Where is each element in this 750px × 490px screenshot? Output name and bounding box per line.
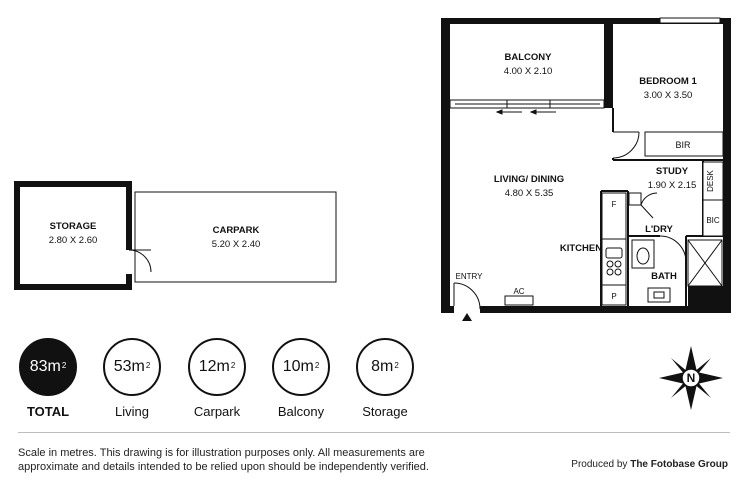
footer-divider — [18, 432, 730, 433]
area-stat-carpark — [182, 338, 252, 419]
disclaimer-text: Scale in metres. This drawing is for illustration purposes only. All measurements are approximate and details intended to be relied upon should be independently verified. — [18, 447, 429, 473]
ac-unit — [505, 296, 533, 305]
area-stat-storage — [350, 338, 420, 419]
credit-company: The Fotobase Group — [630, 459, 728, 470]
area-label: TOTAL — [26, 404, 70, 419]
bedroom-name: BEDROOM 1 — [639, 76, 697, 87]
bath-fixtures — [632, 236, 686, 302]
entry-door — [454, 283, 480, 309]
carpark-name: CARPARK — [212, 225, 260, 236]
compass-letter: N — [686, 371, 696, 385]
area-label: Storage — [362, 404, 408, 419]
bath-name: BATH — [651, 271, 677, 282]
bic-label: BIC — [706, 216, 720, 225]
carpark-outline — [135, 192, 336, 282]
area-value: 83m — [29, 358, 61, 375]
area-label: Carpark — [193, 404, 241, 419]
area-label: Living — [115, 404, 149, 419]
area-unit-sup: 2 — [394, 360, 399, 370]
balcony-sliding-door — [450, 100, 604, 108]
kitchen-cabinets — [602, 193, 626, 305]
kitchen-name: KITCHEN — [559, 243, 603, 254]
carpark-dims: 5.20 X 2.40 — [211, 239, 261, 250]
balcony-dims: 4.00 X 2.10 — [503, 66, 553, 77]
area-value: 10m — [282, 358, 314, 375]
balcony-name: BALCONY — [504, 52, 552, 63]
bedroom-door — [613, 132, 639, 158]
area-value: 8m — [371, 358, 394, 375]
entry-label: ENTRY — [455, 272, 483, 281]
area-circle — [19, 338, 77, 396]
fridge-label: F — [611, 200, 617, 209]
study-name: STUDY — [655, 166, 689, 177]
producer-credit — [571, 459, 728, 470]
storage-dims: 2.80 X 2.60 — [48, 235, 98, 246]
area-stat-balcony — [266, 338, 336, 419]
area-unit-sup: 2 — [61, 360, 67, 370]
area-value: 12m — [198, 358, 230, 375]
laundry-name: L'DRY — [645, 224, 673, 235]
ac-label: AC — [513, 287, 525, 296]
area-stat-total — [13, 338, 83, 419]
area-unit-sup: 2 — [145, 360, 151, 370]
area-circle — [103, 338, 161, 396]
area-circle — [272, 338, 330, 396]
area-value: 53m — [113, 358, 145, 375]
area-unit-sup: 2 — [230, 360, 236, 370]
area-unit-sup: 2 — [314, 360, 320, 370]
living-dims: 4.80 X 5.35 — [504, 188, 554, 199]
credit-prefix: Produced by — [571, 459, 628, 470]
study-dims: 1.90 X 2.15 — [647, 180, 697, 191]
storage-name: STORAGE — [49, 221, 97, 232]
area-circle — [188, 338, 246, 396]
sliding-arrow-icons — [497, 110, 556, 114]
area-label: Balcony — [277, 404, 325, 419]
bedroom-dims: 3.00 X 3.50 — [643, 90, 693, 101]
laundry-fixtures — [629, 193, 657, 218]
pantry-label: P — [611, 292, 617, 301]
entry-marker-icon — [462, 313, 472, 321]
bedroom-window — [660, 18, 720, 23]
area-circle — [356, 338, 414, 396]
shower-icon — [688, 240, 722, 286]
desk-label: DESK — [706, 170, 715, 192]
bir-label: BIR — [675, 140, 691, 150]
living-name: LIVING/ DINING — [493, 174, 565, 185]
area-stat-living — [97, 338, 167, 419]
